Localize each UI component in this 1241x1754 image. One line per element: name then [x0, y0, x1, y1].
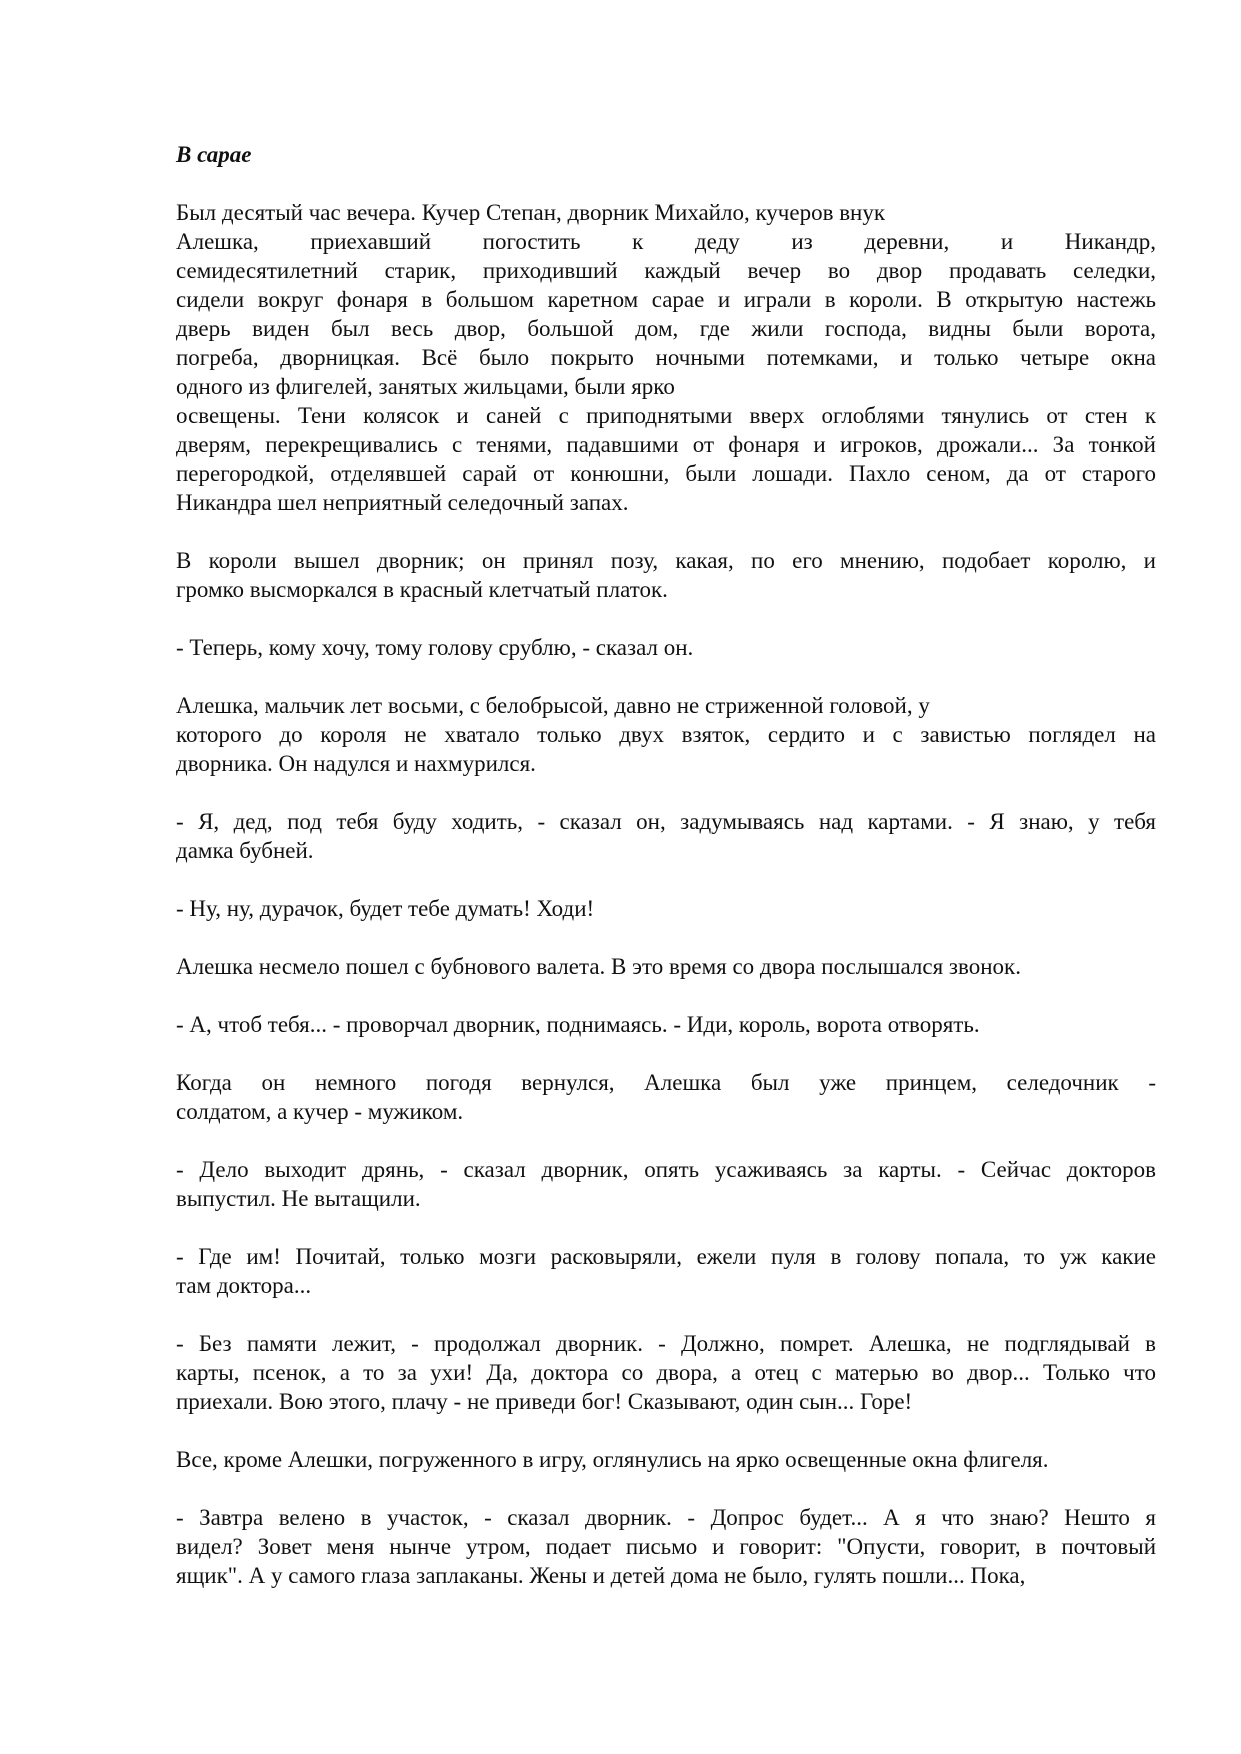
- text-line: освещены. Тени колясок и саней с приподнятыми вверх оглоблями тянулись от стен к: [176, 403, 1156, 428]
- text-line: выпустил. Не вытащили.: [176, 1186, 421, 1211]
- text-line: Никандра шел неприятный селедочный запах.: [176, 490, 629, 515]
- paragraph: [176, 1329, 1156, 1416]
- text-line: громко высморкался в красный клетчатый платок.: [176, 577, 668, 602]
- paragraph: [176, 807, 1156, 865]
- story-title: В сарае: [176, 142, 252, 167]
- paragraph: [176, 633, 1156, 662]
- text-line: приехали. Вою этого, плачу - не приведи бог! Сказывают, один сын... Горе!: [176, 1389, 913, 1414]
- paragraph: [176, 952, 1156, 981]
- text-line: - Ну, ну, дурачок, будет тебе думать! Ходи!: [176, 896, 595, 921]
- text-line: В короли вышел дворник; он принял позу, какая, по его мнению, подобает королю, и: [176, 548, 1156, 573]
- paragraph: [176, 691, 1156, 778]
- text-line: там доктора...: [176, 1273, 312, 1298]
- text-line: - Без памяти лежит, - продолжал дворник. - Должно, помрет. Алешка, не подглядывай в: [176, 1331, 1156, 1356]
- paragraph: [176, 1503, 1156, 1590]
- text-line: дворника. Он надулся и нахмурился.: [176, 751, 536, 776]
- paragraph: [176, 1068, 1156, 1126]
- text-line: - Дело выходит дрянь, - сказал дворник, опять усаживаясь за карты. - Сейчас докторов: [176, 1157, 1156, 1182]
- text-line: Был десятый час вечера. Кучер Степан, дворник Михайло, кучеров внук: [176, 200, 886, 225]
- paragraph: [176, 546, 1156, 604]
- text-line: - Теперь, кому хочу, тому голову срублю, - сказал он.: [176, 635, 694, 660]
- text-line: которого до короля не хватало только двух взяток, сердито и с завистью поглядел на: [176, 722, 1156, 747]
- text-line: сидели вокруг фонаря в большом каретном сарае и играли в короли. В открытую настежь: [176, 287, 1156, 312]
- document-page: [176, 140, 1156, 1619]
- paragraph: [176, 1010, 1156, 1039]
- paragraph: [176, 1242, 1156, 1300]
- text-line: Алешка, мальчик лет восьми, с белобрысой, давно не стриженной головой, у: [176, 693, 930, 718]
- text-line: - Я, дед, под тебя буду ходить, - сказал он, задумываясь над картами. - Я знаю, у тебя: [176, 809, 1156, 834]
- text-line: Алешка, приехавший погостить к деду из деревни, и Никандр,: [176, 229, 1156, 254]
- text-line: перегородкой, отделявшей сарай от конюшни, были лошади. Пахло сеном, да от старого: [176, 461, 1156, 486]
- paragraph: [176, 1155, 1156, 1213]
- text-line: карты, псенок, а то за ухи! Да, доктора со двора, а отец с матерью во двор... Только что: [176, 1360, 1156, 1385]
- text-line: - А, чтоб тебя... - проворчал дворник, поднимаясь. - Иди, король, ворота отворять.: [176, 1012, 980, 1037]
- text-line: - Где им! Почитай, только мозги расковыряли, ежели пуля в голову попала, то уж какие: [176, 1244, 1156, 1269]
- text-line: семидесятилетний старик, приходивший каждый вечер во двор продавать селедки,: [176, 258, 1156, 283]
- text-line: ящик". А у самого глаза заплаканы. Жены и детей дома не было, гулять пошли... Пока,: [176, 1563, 1026, 1588]
- paragraph: [176, 198, 1156, 517]
- text-line: - Завтра велено в участок, - сказал дворник. - Допрос будет... А я что знаю? Нешто я: [176, 1505, 1156, 1530]
- paragraph: [176, 894, 1156, 923]
- text-line: Алешка несмело пошел с бубнового валета. В это время со двора послышался звонок.: [176, 954, 1021, 979]
- paragraph: [176, 1445, 1156, 1474]
- text-line: одного из флигелей, занятых жильцами, были ярко: [176, 374, 675, 399]
- text-line: видел? Зовет меня нынче утром, подает письмо и говорит: "Опусти, говорит, в почтовый: [176, 1534, 1156, 1559]
- text-line: погреба, дворницкая. Всё было покрыто ночными потемками, и только четыре окна: [176, 345, 1156, 370]
- text-line: дверь виден был весь двор, большой дом, где жили господа, видны были ворота,: [176, 316, 1156, 341]
- text-line: солдатом, а кучер - мужиком.: [176, 1099, 464, 1124]
- text-line: дверям, перекрещивались с тенями, падавшими от фонаря и игроков, дрожали... За тонкой: [176, 432, 1156, 457]
- text-line: Когда он немного погодя вернулся, Алешка был уже принцем, селедочник -: [176, 1070, 1156, 1095]
- story-body: [176, 198, 1156, 1590]
- text-line: дамка бубней.: [176, 838, 314, 863]
- text-line: Все, кроме Алешки, погруженного в игру, оглянулись на ярко освещенные окна флигеля.: [176, 1447, 1049, 1472]
